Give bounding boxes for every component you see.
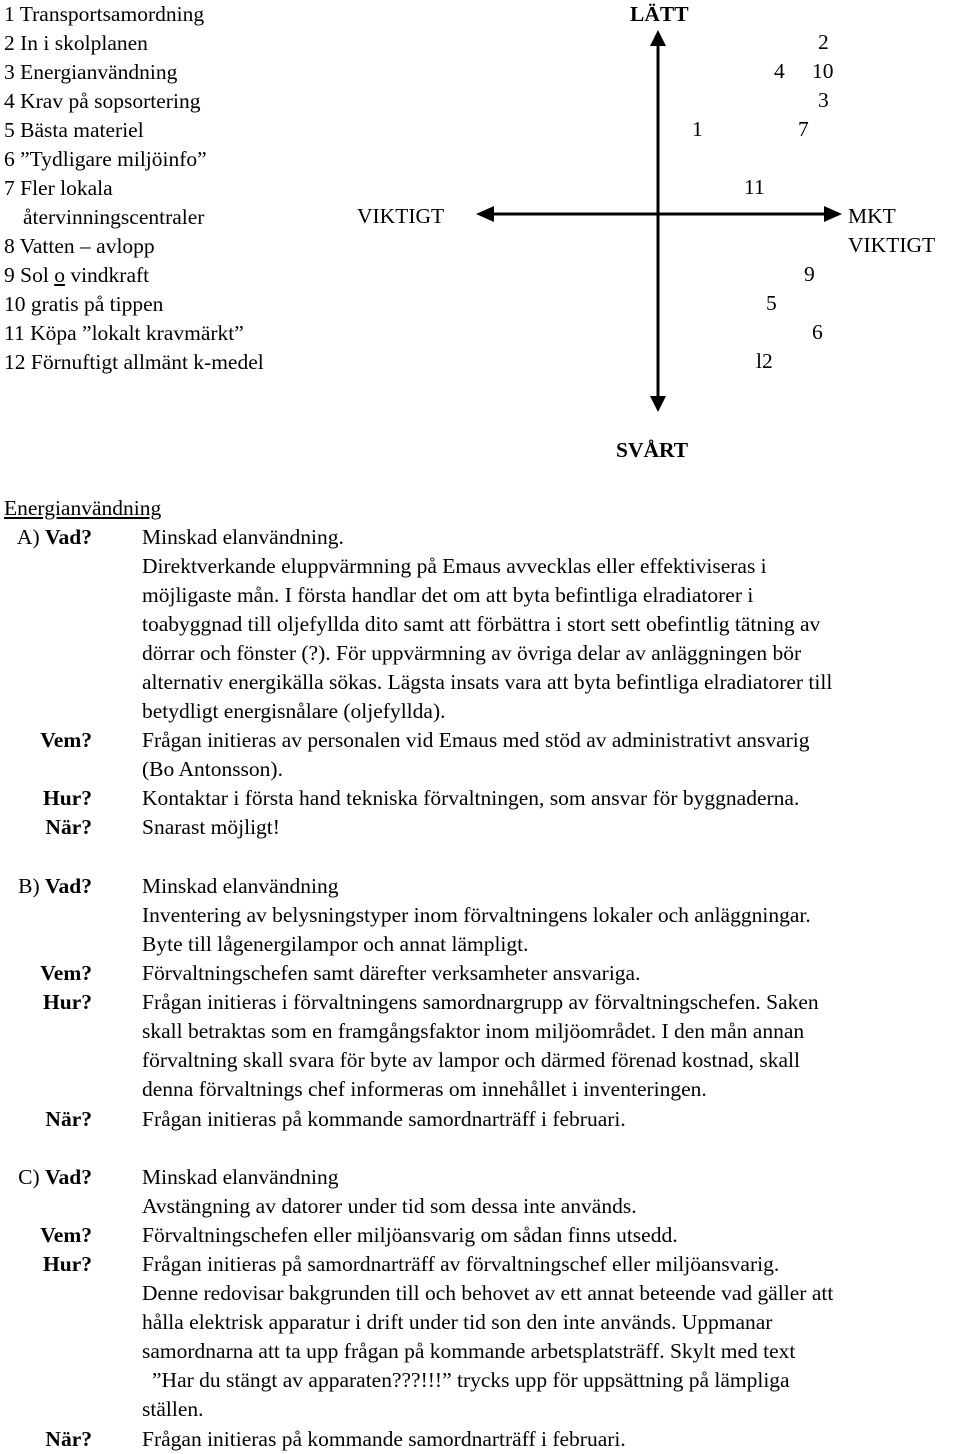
- text-line: Förvaltningschefen samt därefter verksamheter ansvariga.: [142, 961, 641, 985]
- arrow-up-icon: [650, 30, 666, 46]
- block-a-nar-text: [142, 813, 960, 842]
- text-line: Frågan initieras i förvaltningens samordnargrupp av förvaltningschefen. Saken: [142, 990, 819, 1014]
- matrix-point: 6: [812, 320, 823, 344]
- legend-item: 12 Förnuftigt allmänt k-medel: [4, 350, 264, 374]
- legend-item-9-suffix: vindkraft: [64, 263, 150, 287]
- legend-item: 7 Fler lokala: [4, 176, 113, 200]
- block-c-letter: C): [18, 1165, 45, 1189]
- block-a-vad-text: [142, 523, 960, 726]
- block-a-vad: Vad?: [44, 525, 92, 549]
- matrix-point: 10: [812, 59, 834, 83]
- matrix-point: l2: [756, 349, 773, 373]
- text-line: ”Har du stängt av apparaten???!!!” trycks upp för uppsättning på lämpliga: [152, 1368, 790, 1392]
- text-line: samordnarna att ta upp frågan på kommande arbetsplatsträff. Skylt med text: [142, 1339, 796, 1363]
- text-line: betydligt energisnålare (oljefyllda).: [142, 699, 446, 723]
- section-title: Energianvändning: [4, 496, 162, 520]
- legend-item-9-underlined: o: [54, 263, 65, 287]
- arrow-right-icon: [824, 206, 842, 222]
- axis-label-very-important-2: VIKTIGT: [848, 233, 936, 257]
- block-b-hur-label: Hur?: [43, 990, 92, 1014]
- text-line: Frågan initieras på kommande samordnarträff i februari.: [142, 1107, 626, 1131]
- block-b-hur-text: [142, 988, 960, 1104]
- text-line: möjligaste mån. I första handlar det om att byta befintliga elradiatorer i: [142, 583, 754, 607]
- text-line: denna förvaltnings chef informeras om innehållet i inventeringen.: [142, 1077, 707, 1101]
- text-line: Frågan initieras på samordnarträff av förvaltningschef eller miljöansvarig.: [142, 1252, 780, 1276]
- text-line: dörrar och fönster (?). För uppvärmning av övriga delar av anläggningen bör: [142, 641, 802, 665]
- text-line: alternativ energikälla sökas. Lägsta insats vara att byta befintliga elradiatorer till: [142, 670, 833, 694]
- block-b-vad-label: [0, 872, 92, 901]
- axis-label-important: VIKTIGT: [357, 204, 445, 228]
- text-line: skall betraktas som en framgångsfaktor inom miljöområdet. I den mån annan: [142, 1019, 805, 1043]
- block-a-nar-label: När?: [45, 815, 92, 839]
- legend-item: 2 In i skolplanen: [4, 31, 148, 55]
- block-b-nar-label: När?: [45, 1107, 92, 1131]
- block-c-vad-text: [142, 1163, 960, 1221]
- block-a-letter: A): [16, 525, 45, 549]
- block-c-vad-label: [0, 1163, 92, 1192]
- arrow-down-icon: [650, 396, 666, 412]
- block-b-vem-text: [142, 959, 960, 988]
- text-line: (Bo Antonsson).: [142, 757, 283, 781]
- block-a-vem-text: [142, 726, 960, 784]
- text-line: Frågan initieras av personalen vid Emaus med stöd av administrativt ansvarig: [142, 728, 810, 752]
- axis-label-hard: SVÅRT: [616, 438, 689, 462]
- block-b-vem-label: Vem?: [40, 961, 92, 985]
- legend-item: återvinningscentraler: [23, 205, 205, 229]
- legend-item-9-prefix: 9 Sol: [4, 263, 55, 287]
- matrix-point: 5: [766, 291, 777, 315]
- text-line: ställen.: [142, 1397, 204, 1421]
- block-b-letter: B): [18, 874, 45, 898]
- legend-item: 8 Vatten – avlopp: [4, 234, 155, 258]
- axis-label-very-important-1: MKT: [848, 204, 896, 228]
- text-line: toabyggnad till oljefyllda dito samt att förbättra i stort sett obefintlig tätning av: [142, 612, 821, 636]
- matrix-point: 4: [774, 59, 785, 83]
- block-b-vad: Vad?: [44, 874, 92, 898]
- matrix-point: 11: [744, 175, 765, 199]
- block-a-vad-label: [0, 523, 92, 552]
- text-line: Förvaltningschefen eller miljöansvarig om sådan finns utsedd.: [142, 1223, 678, 1247]
- text-line: Minskad elanvändning.: [142, 525, 344, 549]
- text-line: Direktverkande eluppvärmning på Emaus avvecklas eller effektiviseras i: [142, 554, 767, 578]
- text-line: Denne redovisar bakgrunden till och behovet av ett annat beteende vad gäller att: [142, 1281, 834, 1305]
- legend-item: 1 Transportsamordning: [4, 2, 205, 26]
- text-line: Snarast möjligt!: [142, 815, 280, 839]
- text-line: Minskad elanvändning: [142, 874, 339, 898]
- legend-item: 4 Krav på sopsortering: [4, 89, 201, 113]
- arrow-left-icon: [476, 206, 494, 222]
- text-line: Byte till lågenergilampor och annat lämpligt.: [142, 932, 529, 956]
- legend-item: 10 gratis på tippen: [4, 292, 164, 316]
- text-line: Kontaktar i första hand tekniska förvaltningen, som ansvar för byggnaderna.: [142, 786, 800, 810]
- block-c-vad: Vad?: [44, 1165, 92, 1189]
- block-c-nar-text: [142, 1425, 960, 1454]
- axis-label-easy: LÄTT: [630, 2, 689, 26]
- block-c-hur-label: Hur?: [43, 1252, 92, 1276]
- text-line: Inventering av belysningstyper inom förvaltningens lokaler och anläggningar.: [142, 903, 811, 927]
- legend-item: 6 ”Tydligare miljöinfo”: [4, 147, 207, 171]
- matrix-point: 1: [692, 117, 703, 141]
- block-c-vem-text: [142, 1221, 960, 1250]
- block-a-hur-label: Hur?: [43, 786, 92, 810]
- text-line: hålla elektrisk apparatur i drift under tid son den inte används. Uppmanar: [142, 1310, 773, 1334]
- legend-item: 3 Energianvändning: [4, 60, 178, 84]
- matrix-point: 9: [804, 262, 815, 286]
- text-line: förvaltning skall svara för byte av lampor och därmed förenad kostnad, skall: [142, 1048, 800, 1072]
- block-b-nar-text: [142, 1105, 960, 1134]
- legend-item: 11 Köpa ”lokalt kravmärkt”: [4, 321, 244, 345]
- matrix-point: 3: [818, 88, 829, 112]
- text-line: Avstängning av datorer under tid som dessa inte används.: [142, 1194, 637, 1218]
- legend-item: 5 Bästa materiel: [4, 118, 144, 142]
- matrix-point: 7: [798, 117, 809, 141]
- block-a-hur-text: [142, 784, 960, 813]
- matrix-point: 2: [818, 30, 829, 54]
- block-c-hur-text: [142, 1250, 960, 1424]
- text-line: Frågan initieras på kommande samordnarträff i februari.: [142, 1427, 626, 1451]
- block-c-nar-label: När?: [45, 1427, 92, 1451]
- block-c-vem-label: Vem?: [40, 1223, 92, 1247]
- text-line: Minskad elanvändning: [142, 1165, 339, 1189]
- block-a-vem-label: Vem?: [40, 728, 92, 752]
- block-b-vad-text: [142, 872, 960, 959]
